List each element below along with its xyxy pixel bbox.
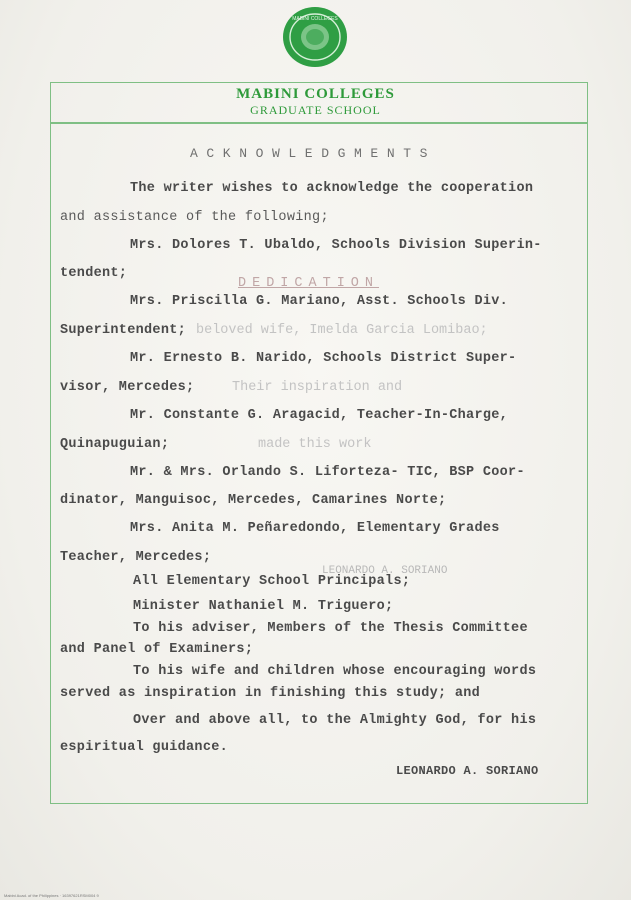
body-line: Mrs. Priscilla G. Mariano, Asst. Schools Div. <box>130 294 509 309</box>
college-seal-icon <box>282 6 348 68</box>
body-line: Over and above all, to the Almighty God, for his <box>133 713 537 728</box>
body-line: Mr. & Mrs. Orlando S. Liforteza- TIC, BSP Coor- <box>130 465 525 480</box>
body-line: tendent; <box>60 266 128 281</box>
bleed-through-line: Their inspiration and <box>232 380 403 395</box>
body-line: Mrs. Anita M. Peñaredondo, Elementary Grades <box>130 521 500 536</box>
page-title: ACKNOWLEDGMENTS <box>190 146 437 161</box>
body-line: All Elementary School Principals; <box>133 574 411 589</box>
bleed-through-line: made this work <box>258 437 372 452</box>
body-line: and assistance of the following; <box>60 210 329 225</box>
body-line: To his adviser, Members of the Thesis Committee <box>133 621 528 636</box>
body-line: Mr. Ernesto B. Narido, Schools District Super- <box>130 351 517 366</box>
school-name: MABINI COLLEGES <box>236 86 395 102</box>
body-line: visor, Mercedes; <box>60 380 195 395</box>
body-line: served as inspiration in finishing this study; and <box>60 686 481 701</box>
body-line: Mr. Constante G. Aragacid, Teacher-In-Charge, <box>130 408 509 423</box>
body-line: espiritual guidance. <box>60 740 229 755</box>
body-line: and Panel of Examiners; <box>60 642 254 657</box>
body-line: Quinapuguian; <box>60 437 170 452</box>
body-line: Minister Nathaniel M. Triguero; <box>133 599 394 614</box>
header-divider <box>51 122 587 124</box>
svg-text:MABINI COLLEGES: MABINI COLLEGES <box>292 16 338 22</box>
bleed-through-line: beloved wife, Imelda Garcia Lomibao; <box>196 323 488 338</box>
scan-id: Mabini Acad. of the Philippines · 16397621RSM004 9 <box>4 893 99 898</box>
body-line: Superintendent; <box>60 323 187 338</box>
body-line: The writer wishes to acknowledge the cooperation <box>130 181 534 196</box>
body-line: Teacher, Mercedes; <box>60 550 212 565</box>
school-unit: GRADUATE SCHOOL <box>250 103 381 117</box>
bleed-through-title: DEDICATION <box>238 276 380 291</box>
body-line: dinator, Manguisoc, Mercedes, Camarines Norte; <box>60 493 447 508</box>
body-line: To his wife and children whose encouraging words <box>133 664 537 679</box>
signature: LEONARDO A. SORIANO <box>396 764 539 778</box>
body-line: Mrs. Dolores T. Ubaldo, Schools Division Superin- <box>130 238 542 253</box>
bleed-through-signature: LEONARDO A. SORIANO <box>322 565 448 577</box>
